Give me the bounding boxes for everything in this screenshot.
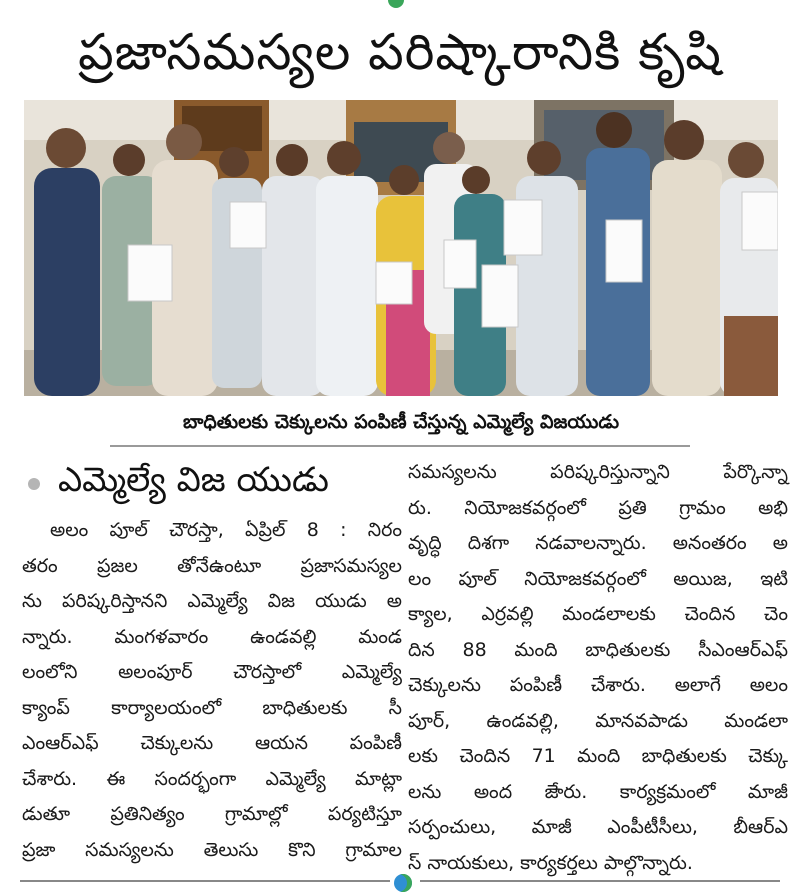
article-line: లను అంద జేారు. కార్యక్రమంలో మాజీ: [408, 780, 788, 803]
news-photo-illustration: [24, 100, 778, 396]
article-line: చెక్కులను పంపిణీ చేశారు. అలాగే అలం: [408, 674, 788, 696]
headline: ప్రజాసమస్యల పరిష్కారానికి కృషి: [78, 23, 722, 81]
article-line: లకు చెందిన 71 మంది బాధితులకు చెక్కు: [408, 745, 788, 767]
article-line: డుతూ ప్రతినిత్యం గ్రామాల్లో పర్యటిస్తూ: [22, 803, 402, 825]
publication-mark-top: [388, 0, 404, 8]
bullet-icon: [28, 478, 40, 490]
article-line: దిన 88 మంది బాధితులకు సీఎంఆర్ఎఫ్: [408, 638, 788, 661]
article-line: చేశారు. ఈ సందర్భంగా ఎమ్మెల్యే మాట్లా: [22, 767, 402, 790]
article-column-right: [408, 455, 788, 881]
article-line: తరం ప్రజల తోనేఉంటూ ప్రజాసమస్యల: [22, 554, 402, 577]
article-line: లంలోని అలంపూర్ చౌరస్తాలో ఎమ్మెల్యే: [22, 661, 402, 683]
article-line: క్యాల, ఎర్రవల్లి మండలాలకు చెందిన చెం: [408, 603, 788, 625]
article-line: వృద్ధి దిశగా నడవాలన్నారు. అనంతరం అ: [408, 532, 788, 554]
article-line: సర్పంచులు, మాజీ ఎంపీటీసీలు, బీఆర్ఎ: [408, 816, 788, 838]
article-line: లం పూల్ నియోజకవర్గంలో అయిజ, ఇటి: [408, 567, 788, 590]
photo-caption: బాధితులకు చెక్కులను పంపిణీ చేస్తున్న ఎమ్మెల్యే విజయుడు: [182, 411, 620, 433]
byline: [22, 455, 402, 513]
publication-logo-icon: [394, 874, 412, 892]
article-line: పూర్, ఉండవల్లి, మానవపాడు మండలా: [408, 709, 788, 732]
article-line: ఎంఆర్ఎఫ్ చెక్కులను ఆయన పంపిణీ: [22, 732, 402, 754]
article-line: రు. నియోజకవర్గంలో ప్రతి గ్రామం అభి: [408, 496, 788, 519]
bottom-divider-left: [20, 880, 390, 882]
byline-text: ఎమ్మెల్యే విజ యుడు: [58, 460, 329, 500]
news-photo: [24, 100, 778, 396]
article-line: స్ నాయకులు, కార్యకర్తలు పాల్గొన్నారు.: [408, 851, 693, 874]
article-line: అలం పూల్ చౌరస్తా, ఏప్రిల్ 8 : నిరం: [50, 519, 402, 541]
article-line: ప్రజా సమస్యలను తెలుసు కొని గ్రామాల: [22, 838, 402, 861]
bottom-divider-right: [420, 880, 780, 882]
article-column-left: [22, 455, 402, 868]
caption-divider: [110, 445, 690, 447]
article-line: న్నారు. మంగళవారం ఉండవల్లి మండ: [22, 625, 402, 648]
article-line: ను పరిష్కరిస్తానని ఎమ్మెల్యే విజ యుడు అ: [22, 590, 402, 612]
article-line: సమస్యలను పరిష్కరిస్తున్నాని పేర్కొన్నా: [408, 461, 788, 483]
article-line: క్యాంప్ కార్యాలయంలో బాధితులకు సీ: [22, 696, 402, 719]
